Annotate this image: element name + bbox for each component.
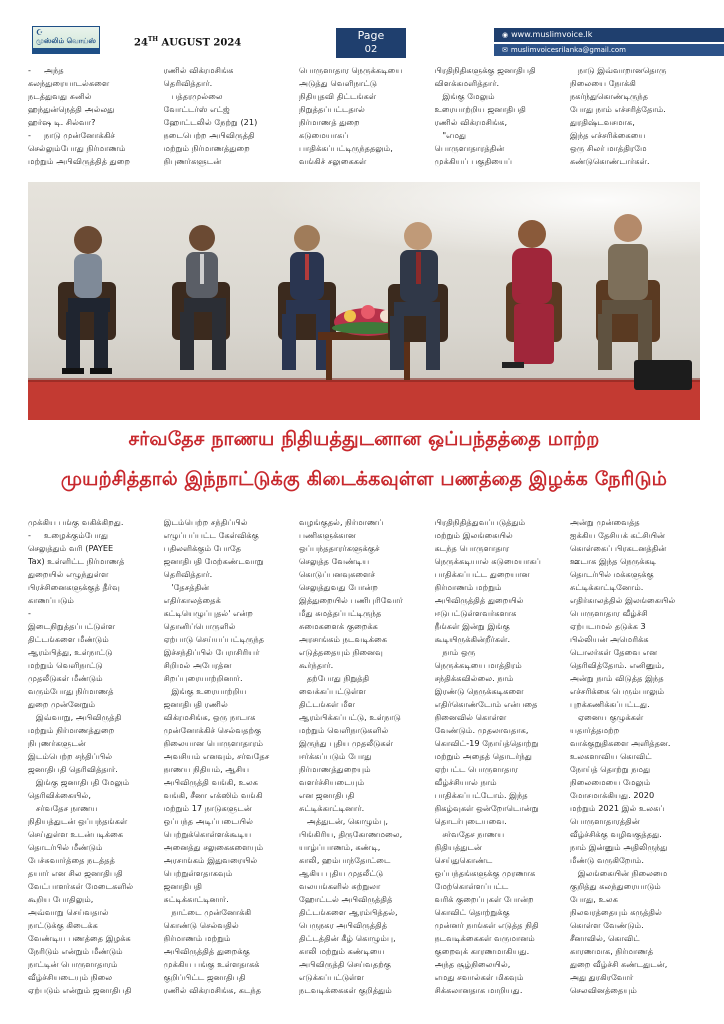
top-column-5 [570,64,700,192]
column-text: நாடு இவ்வாறானதொரு நிலையை நோக்கி நகர்ந்துகொண்டிருந்த போது நாம் எச்சரித்தோம். துரதிஷ்டவசமாக, இந்த எச்சரிக்கையை ஒரு சிலர் மாத்திரமே கண்டுகொண்டார்கள். [570,65,667,166]
body-column-1 [28,516,158,1004]
column-text: பிரதிநிதித்துவப்படுத்தும் மற்றும் இலங்கையில் கடந்த பொருளாதார நெருக்கடியால் கடுமையாகப் பாதிக்கப்பட்ட துறையான நிர்மாணம் மற்றும் அபிவிருத்தித் துறையில் ஈடுபட்டுள்ளவர்களாக நீங்கள் இன்று இங்கு கூடியிருக்கின்றீர்கள். நாம் ஒரு நெருக்கடியை மாத்திரம் சந்திக்கவில்லை. நாம் இரண்டு நெருக்கடிகளை எதிர்கொண்டோம் என்பதை நினைவில் கொள்ள வேண்டும். முதலாவதாக, கொவிட்-19 நோய்த்தொற்று மற்றும் அதைத் தொடர்ந்து ஏற்பட்ட பொருளாதார வீழ்ச்சியால் நாம் பாதிக்கப்பட்டோம். இந்த நிகழ்வுகள் ஒன்றோடொன்று தொடர்புடையவை. சர்வதேச நாணய நிதியத்துடன் செய்துகொண்ட ஒப்பந்தங்களுக்கு முரணாக மேற்கொள்ளப்பட்ட வரிக் குறைப்புகள் போன்ற கொவிட் தொற்றுக்கு முன்னர் நாங்கள் எடுத்த நிதி நடவடிக்கைகள் வருமானம் குறைவுக் காரணமாகியது. அந்த சூழ்நிலையில், எமது சவால்கள் மிகவும் சிக்கலானதாக மாறியது. [434,517,541,995]
date-day: 24 [134,37,148,49]
column-text: பிரதிநிதிகளுக்கு ஜனாதிபதி விளக்கமளித்தார். இங்கு மேலும் உரையாற்றிய ஜனாதிபதி ரணில் விக்ரமசிங்க, "எமது பொருளாதாரத்தின் முக்கியப் பகுதியைப் [434,65,536,166]
newspaper-logo [32,26,100,54]
headline-line-1: சர்வதேச நாணய நிதியத்துடனான ஒப்பந்தத்தை மாற்ற [128,428,600,450]
body-column-3 [299,516,429,1004]
column-text: முக்கிய பங்கு வகிக்கிறது. - உழைக்கும்போது செலுத்தும் வரி (PAYEE Tax) உள்ளிட்ட நிர்மாணத் துறையில் எழுந்துள்ள பிரச்சினைகளுக்குத் தீர்வு காணப்படும் - இடைநிறுத்தப்பட்டுள்ள திட்டங்களை மீண்டும் ஆரம்பித்து, உள்நாட்டு மற்றும் வெளிநாட்டு முதலீடுகள் மீண்டும் வரும்போது நிர்மாணத் துறை முன்னேறும் இவ்வாறு, அபிவிருத்தி மற்றும் நிர்மாணத்துறை நிபுணர்களுடன் இடம்பெற்ற சந்திப்பில் ஜனாதிபதி தெரிவித்தார். இங்கு ஜனாதிபதி மேலும் தெரிவிக்கையில், சர்வதேச நாணய நிதியத்துடன் ஒப்பந்தங்கள் செய்துள்ள உடன்படிக்கை தொடர்பில் மீண்டும் பேச்சுவார்த்தை நடத்தத் தயார் என சில ஜனாதிபதி வேட்பாளர்கள் மேடைகளில் கூறிய போதிலும், அவ்வாறு செய்வதால் நாட்டுக்கு கிடைக்க வேண்டிய பணத்தை இழக்க நேரிடும் என்றும் மீண்டும் நாட்டின் பொருளாதாரம் வீழ்ச்சியடையும் நிலை ஏற்படும் என்றும் ஜனாதிபதி [28,517,134,995]
top-column-1 [28,64,158,192]
page-header [0,0,724,58]
column-text: - அந்த கலந்துரையாடல்களை நடத்துவது சுனில் ஹந்துன்நெத்தி அல்லது ஹர்ஷ டி. சில்வா? - நாடு முன்னோக்கிச் செல்லும்போது நிர்மாணம் மற்றும் அபிவிருத்தித் துறை [28,65,131,166]
website-link[interactable] [494,28,724,42]
article-headline [28,424,700,508]
headline-line-2: முயற்சித்தால் இந்நாட்டுக்கு கிடைக்கவுள்ள பணத்தை இழக்க நேரிடும் [60,468,668,490]
article-body-columns [28,516,700,1004]
logo-text: முஸ்லிம் வொய்ஸ் [36,37,96,45]
column-text: ரணில் விக்ரமசிங்க தெரிவித்தார். பத்தரமுல்லை வோட்டர்ஸ் எட்ஜ் ஹோட்டலில் நேற்று (21) நடைபெற்ற அபிவிருத்தி மற்றும் நிர்மாணத்துறை நிபுணர்களுடன் [163,65,258,166]
column-text: அன்று முன்வைத்த ஐக்கிய தேசியக் கட்சியின் கொள்கைப் பிரகடனத்தின் ஊடாக இந்த நெருக்கடி தொடர்பில் மக்களுக்கு சுட்டிக்காட்டினோம். எதிர்காலத்தில் இலங்கையில் பொருளாதார வீழ்ச்சி ஏற்படாமல் தடுக்க 3 பில்லியன் அமெரிக்க டொலர்கள் தேவை என தெரிவித்தோம். எனினும், அன்று நாம் விடுத்த இந்த எச்சரிக்கை பெரும்பாலும் புறக்கணிக்கப்பட்டது. ஏனைய குழுக்கள் யதார்த்தமற்ற வாக்குறுதிகளை அளித்தன. உலகளாவிய கொவிட் நோய்த் தொற்று நமது நிலைமையை மேலும் மோசமாக்கியது. 2020 மற்றும் 2021 இல் உலகப் பொருளாதாரத்தின் வீழ்ச்சிக்கு வழிவகுத்தது. நாம் இன்னும் அதிலிருந்து மீண்டு வருகிறோம். இலங்கையின் நிலைமை குறித்து கலந்துரையாடும் போது, உலக நிலவரத்தையும் கருத்தில் கொள்ள வேண்டும். சீனாவில், கொவிட் காரணமாக, நிர்மாணத் துறை வீழ்ச்சி கண்டதுடன், அது துரகிரவோர் செலவினத்தையும் [570,517,676,995]
column-text: வழங்குதல், நிர்மாணப் பணிகளுக்கான ஒப்பந்ததாரர்களுக்குச் செலுத்த வேண்டிய கொடுப்பனவுகளைச் செலுத்துவது போன்ற இத்துறையில் பணிபுரிவோர் மீது சுமத்தப்பட்டிருந்த சுமைகளைக் குறைக்க அரசாங்கம் நடவடிக்கை எடுத்ததையும் நினைவு கூர்ந்தார். தற்போது நிறுத்தி வைக்கப்பட்டுள்ள திட்டங்கள் மீள ஆரம்பிக்கப்பட்டு, உள்நாடு மற்றும் வெளிநாடுகளில் இருந்து புதிய முதலீடுகள் ஈர்க்கப்படும் போது நிர்மாணத்துறையும் வளர்ச்சியடையும் என ஜனாதிபதி சுட்டிக்காட்டினார். அத்துடன், கொழும்பு, பிங்கிரிய, திருகோணமலை, யாழ்ப்பாணம், கண்டி, காலி, ஹம்பாந்தோட்டை ஆகிய புதிய முதலீட்டு வலயங்களில் சுற்றுலா ஹோட்டல் அபிவிருத்தித் திட்டங்களை ஆரம்பித்தல், பெருநகர அபிவிருத்தித் திட்டத்தின் கீழ் கொழும்பு, காலி மற்றும் கண்டியை அபிவிருத்தி செய்வதற்கு எடுக்கப்பட்டுள்ள நடவடிக்கைகள் குறித்தும் [299,517,403,995]
email-link[interactable] [494,44,724,56]
top-column-3 [299,64,429,192]
date-suffix: TH [147,36,159,43]
body-column-2 [164,516,294,1004]
page-number: 02 [364,44,378,55]
email-text: muslimvoicesrilanka@gmail.com [510,46,626,54]
body-column-5 [570,516,700,1004]
page-label: Page [357,29,385,42]
top-article-columns [28,64,700,192]
website-text: www.muslimvoice.lk [511,30,593,39]
top-column-2 [164,64,294,192]
page-number-box [336,28,406,58]
body-column-4 [435,516,565,1004]
column-text: இடம்பெற்ற சந்திப்பில் எழுப்பப்பட்ட கேள்விக்கு பதிலளிக்கும் போதே ஜனாதிபதி மேற்கண்டவாறு தெரிவித்தார். 'தேசத்தின் எதிர்காலத்தைக் கட்டியெழுப்புதல்' என்ற தொனிப்பொருளில் ஏற்பாடு செய்யப்பட்டிருந்த இச்சந்திப்பில் பேராசிரியர் சிறிமல் அபேரத்ன சிறப்புரையாற்றினார். இங்கு உரையாற்றிய ஜனாதிபதி ரணில் விக்ரமசிங்க, ஒரு நாடாக முன்னோக்கிச் செல்வதற்கு நிலையான பொருளாதாரம் அவசியம் எனவும், சர்வதேச நாணய நிதியம், ஆசிய அபிவிருத்தி வங்கி, உலக வங்கி, சீனா எக்ஸிம் வங்கி மற்றும் 17 நாடுகளுடன் ஒப்பந்த அடிப்படையில் பெற்றுக்கொள்ளக்கூடிய அனைத்து சலுகைகளையும் அரசாங்கம் இதுவரையில் பெற்றுள்ளதாகவும் ஜனாதிபதி சுட்டிக்காட்டினார். நாட்டை முன்னோக்கி கொண்டு செல்வதில் நிர்மாணம் மற்றும் அபிவிருத்தித் துறைக்கு முக்கிய பங்கு உள்ளதாகக் குறிப்பிட்ட ஜனாதிபதி ரணில் விக்ரமசிங்க, கடந்த [163,517,270,995]
crescent-star-icon: ☪ [36,28,44,37]
mail-icon: ✉ [502,46,508,54]
column-text: பொருளாதார நெருக்கடியை அடுத்து வெளிநாட்டு நிதியுதவி திட்டங்கள் நிறுத்தப்பட்டதால் நிர்மாணத் துறை கடுமையாகப் பாதிக்கப்பட்டிருந்ததலும், வங்கிச் சலுகைகள் [299,65,403,166]
date-month-year: AUGUST 2024 [158,37,242,49]
top-column-4 [435,64,565,192]
panel-discussion-photo [28,182,700,420]
logo-bar [33,48,99,53]
issue-date [134,36,241,48]
globe-icon: ◉ [502,31,509,39]
